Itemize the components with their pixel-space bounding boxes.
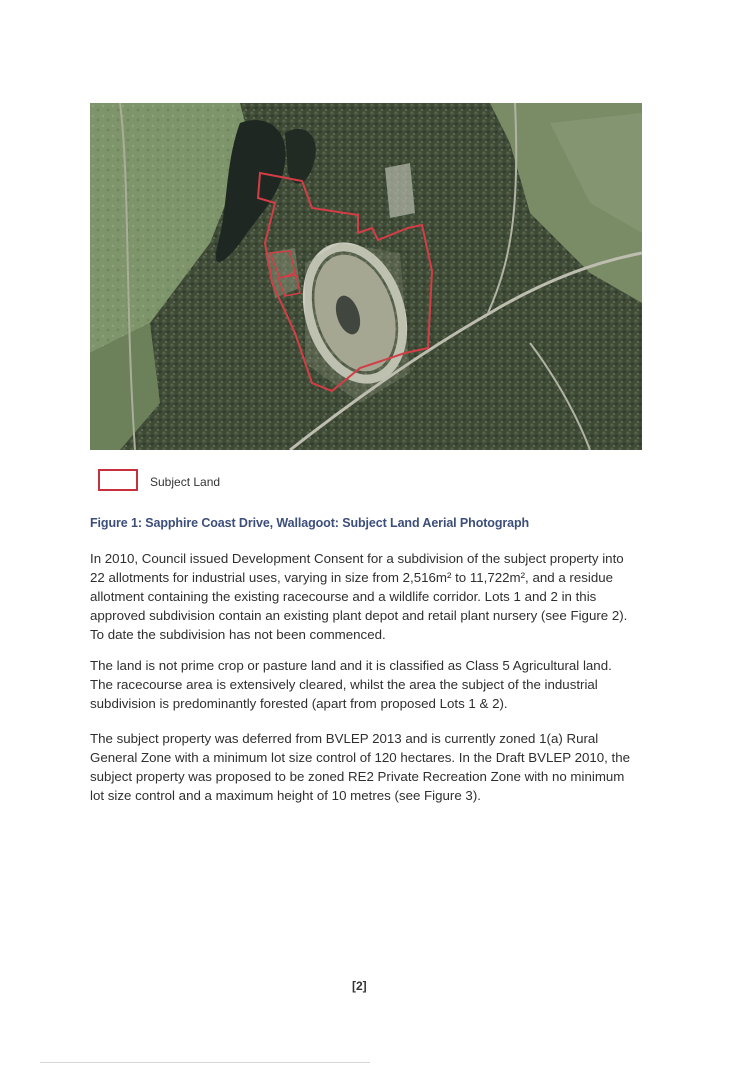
page-number: [2] [352, 979, 367, 993]
bottom-rule [40, 1062, 370, 1063]
legend-swatch [98, 469, 138, 491]
paragraph-zoning: The subject property was deferred from BVLEP 2013 and is currently zoned 1(a) Rural General Zone with a minimum lot size control of 120 hectares. In the Draft BVLEP 2010, the subject property was proposed to be zoned RE2 Private Recreation Zone with no minimum lot size control and a maximum height of 10 metres (see Figure 3). [90, 731, 631, 803]
figure-caption: Figure 1: Sapphire Coast Drive, Wallagoot: Subject Land Aerial Photograph [90, 516, 530, 530]
aerial-photograph [90, 103, 642, 450]
paragraph-land-classification: The land is not prime crop or pasture land and it is classified as Class 5 Agricultural land. The racecourse area is extensively cleared, whilst the area the subject of the industrial subdivision is predominantly forested (apart from proposed Lots 1 & 2). [90, 658, 612, 711]
paragraph-development-consent: In 2010, Council issued Development Consent for a subdivision of the subject property into 22 allotments for industrial uses, varying in size from 2,516m² to 11,722m², and a residue allotment containing the existing racecourse and a wildlife corridor. Lots 1 and 2 in this approved subdivision contain an existing plant depot and retail plant nursery (see Figure 2). To date the subdivision has not been commenced. [90, 551, 628, 642]
legend-label: Subject Land [150, 475, 221, 489]
